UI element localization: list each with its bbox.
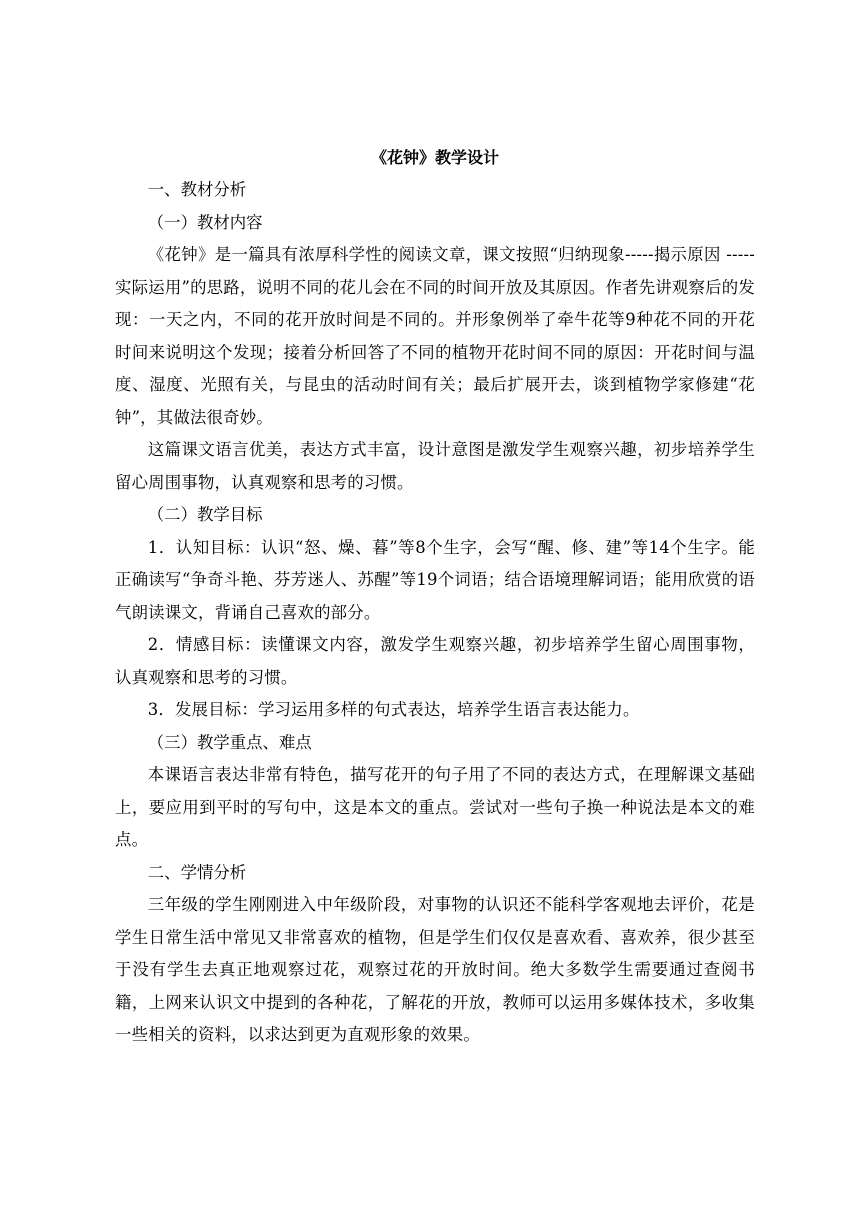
paragraph-key-points: 本课语言表达非常有特色，描写花开的句子用了不同的表达方式，在理解课文基础上，要应用到平时的写句中，这是本文的重点。尝试对一些句子换一种说法是本文的难点。 (115, 765, 755, 849)
paragraph-goal-emotional: 2．情感目标：读懂课文内容，激发学生观察兴趣，初步培养学生留心周围事物，认真观察和思考的习惯。 (115, 635, 755, 687)
subsection-heading-content: （一）教材内容 (147, 212, 263, 232)
paragraph-content-overview: 《花钟》是一篇具有浓厚科学性的阅读文章，课文按照“归纳现象-----揭示原因 -----实际运用”的思路，说明不同的花儿会在不同的时间开放及其原因。作者先讲观察后的发现：一天之内，不同的花开放时间是不同的。并形象例举了牵牛花等9种花不同的开花时间来说明这个发现；接着分析回答了不同的植物开花时间不同的原因：开花时间与温度、湿度、光照有关，与昆虫的活动时间有关；最后扩展开去，谈到植物学家修建“花钟”，其做法很奇妙。 (115, 245, 755, 427)
paragraph-goal-cognitive: 1．认知目标：认识“怒、燥、暮”等8个生字，会写“醒、修、建”等14个生字。能正确读写“争奇斗艳、芬芳迷人、苏醒”等19个词语；结合语境理解词语；能用欣赏的语气朗读课文，背诵自己喜欢的部分。 (115, 537, 755, 622)
paragraph-content-language: 这篇课文语言优美，表达方式丰富，设计意图是激发学生观察兴趣，初步培养学生留心周围事物，认真观察和思考的习惯。 (115, 440, 755, 492)
subsection-heading-key-points: （三）教学重点、难点 (147, 732, 312, 752)
document-page (115, 142, 755, 1052)
paragraph-student-analysis: 三年级的学生刚刚进入中年级阶段，对事物的认识还不能科学客观地去评价，花是学生日常生活中常见又非常喜欢的植物，但是学生们仅仅是喜欢看、喜欢养，很少甚至于没有学生去真正地观察过花，观察过花的开放时间。绝大多数学生需要通过查阅书籍，上网来认识文中提到的各种花，了解花的开放，教师可以运用多媒体技术，多收集一些相关的资料，以求达到更为直观形象的效果。 (115, 895, 755, 1044)
document-title: 《花钟》教学设计 (370, 148, 499, 167)
section-heading-student-analysis: 二、学情分析 (147, 862, 247, 882)
subsection-heading-goals: （二）教学目标 (147, 505, 263, 524)
paragraph-goal-development: 3．发展目标：学习运用多样的句式表达，培养学生语言表达能力。 (147, 700, 640, 719)
section-heading-materials-analysis: 一、教材分析 (147, 180, 247, 199)
